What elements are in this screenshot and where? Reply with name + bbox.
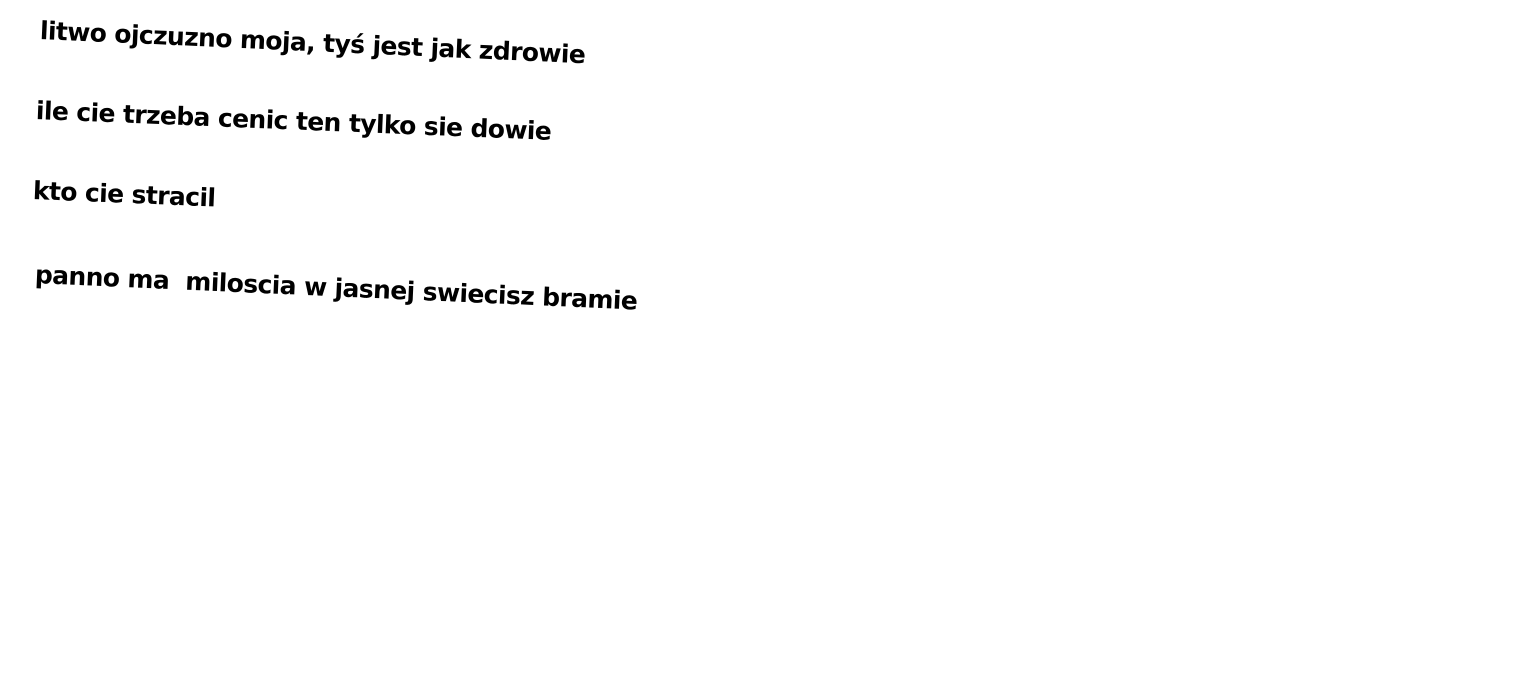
poem-line-2: ile cie trzeba cenic ten tylko sie dowie [35, 96, 552, 146]
poem-line-4: panno ma miloscia w jasnej swiecisz bramie [34, 260, 638, 316]
poem-line-1: litwo ojczuzno moja, tyś jest jak zdrowie [39, 16, 586, 70]
poem-line-3: kto cie stracil [32, 176, 216, 213]
